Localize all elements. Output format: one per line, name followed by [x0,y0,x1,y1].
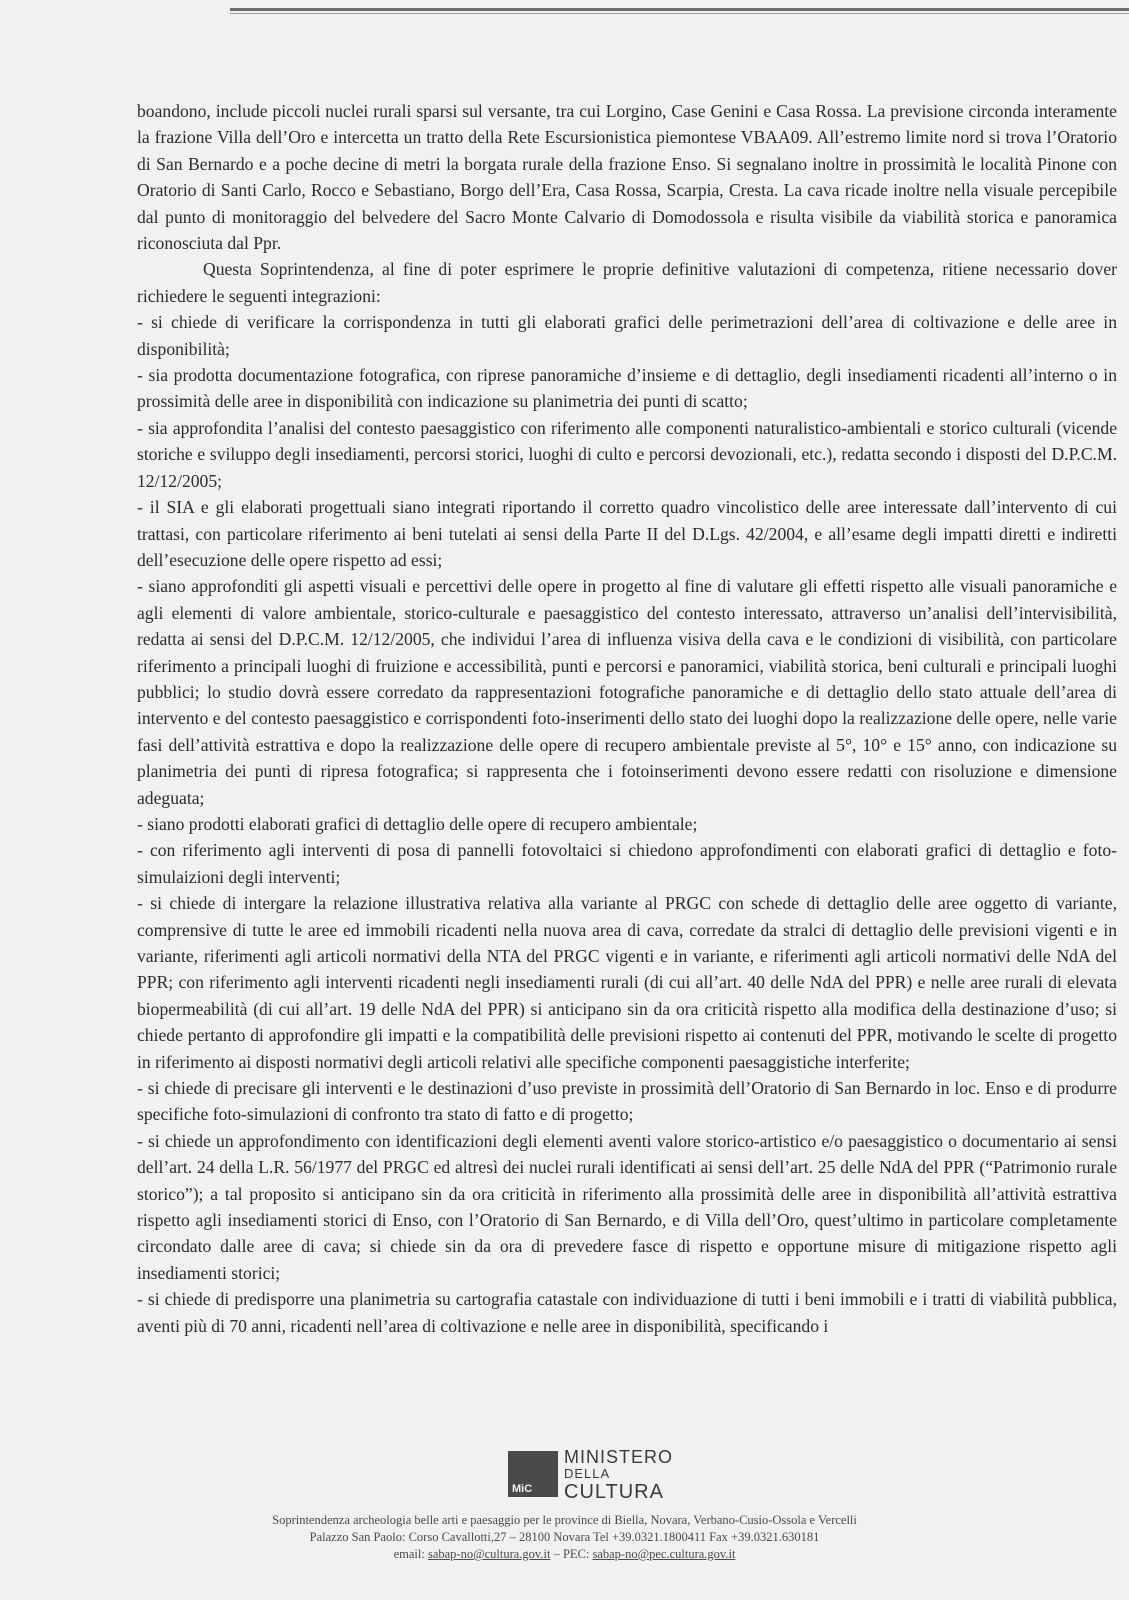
logo-text [564,1447,673,1503]
list-item: - si chiede di intergare la relazione illustrativa relativa alla variante al PRGC con schede di dettaglio delle aree oggetto di variante, comprensive di tutte le aree ed immobili ricadenti nella nuova area di cava, corredate da stralci di dettaglio delle previsioni vigenti e in variante, riferimenti agli articoli normativi della NTA del PRGC vigenti e in variante, e riferimenti agli articoli normativi delle NdA del PPR; con riferimento agli interventi ricadenti negli insediamenti rurali (di cui all’art. 40 delle NdA del PPR) e nelle aree rurali di elevata biopermeabilità (di cui all’art. 19 delle NdA del PPR) si anticipano sin da ora criticità rispetto alla modifica della destinazione d’uso; si chiede pertanto di approfondire gli impatti e la compatibilità delle previsioni rispetto ai contenuti del PPR, motivando le scelte di progetto in riferimento ai disposti normativi degli articoli relativi alle specifiche componenti paesaggistiche interferite; [137,893,1117,1072]
email-label: email: [393,1547,428,1561]
list-item: - si chiede di precisare gli interventi e le destinazioni d’uso previste in prossimità dell’Oratorio di San Bernardo in loc. Enso e di produrre specifiche foto-simulazioni di confronto tra stato di fatto e di progetto; [137,1078,1117,1125]
footer-address [0,1512,1129,1563]
footer-office-address: Palazzo San Paolo: Corso Cavallotti,27 – 28100 Novara Tel +39.0321.1800411 Fax +39.0321.630181 [309,1530,820,1544]
list-item: - si chiede un approfondimento con identificazioni degli elementi aventi valore storico-artistico e/o paesaggistico o documentario ai sensi dell’art. 24 della L.R. 56/1977 del PRGC ed altresì dei nuclei rurali identificati ai sensi dell’art. 25 delle NdA del PPR (“Patrimonio rurale storico”); a tal proposito si anticipano sin da ora criticità in riferimento alla prossimità delle aree in disponibilità all’attività estrattiva rispetto agli insediamenti storici di Enso, con l’Oratorio di San Bernardo, e di Villa dell’Oro, quest’ultimo in particolare completamente circondato dalle aree di cava; si chiede sin da ora di prevedere fasce di rispetto e opportune misure di mitigazione rispetto agli insediamenti storici; [137,1130,1117,1283]
list-item: - sia prodotta documentazione fotografica, con riprese panoramiche d’insieme e di dettaglio, degli insediamenti ricadenti all’interno o in prossimità delle aree in disponibilità con indicazione su planimetria dei punti di scatto; [137,365,1117,412]
logo-line-2: DELLA [564,1466,611,1481]
paragraph: boandono, include piccoli nuclei rurali sparsi sul versante, tra cui Lorgino, Case Genini e Casa Rossa. La previsione circonda interamente la frazione Villa dell’Oro e intercetta un tratto della Rete Escursionistica piemontese VBAA09. All’estremo limite nord si trova l’Oratorio di San Bernardo e a poche decine di metri la borgata rurale della frazione Enso. Si segnalano inoltre in prossimità le località Pinone con Oratorio di Santi Carlo, Rocco e Sebastiano, Borgo dell’Era, Casa Rossa, Scarpia, Cresta. La cava ricade inoltre nella visuale percepibile dal punto di monitoraggio del belvedere del Sacro Monte Calvario di Domodossola e risulta visibile da viabilità storica e panoramica riconosciuta dal Ppr. [137,101,1117,254]
list-item: - sia approfondita l’analisi del contesto paesaggistico con riferimento alle componenti naturalistico-ambientali e storico culturali (vicende storiche e sviluppo degli insediamenti, percorsi storici, luoghi di culto e percorsi devozionali, etc.), redatta secondo i disposti del D.P.C.M. 12/12/2005; [137,417,1117,491]
header-rule-thin [230,13,1129,14]
list-item: - si chiede di verificare la corrispondenza in tutti gli elaborati grafici delle perimetrazioni dell’area di coltivazione e delle aree in disponibilità; [137,312,1117,359]
footer-contacts [0,1546,1129,1563]
header-rule [230,8,1129,11]
paragraph: Questa Soprintendenza, al fine di poter esprimere le proprie definitive valutazioni di competenza, ritiene necessario dover richiedere le seguenti integrazioni: [137,259,1117,306]
list-item: - si chiede di predisporre una planimetria su cartografia catastale con individuazione di tutti i beni immobili e i tratti di viabilità pubblica, aventi più di 70 anni, ricadenti nell’area di coltivazione e nelle aree in disponibilità, specificando i [137,1289,1117,1336]
pec-link[interactable]: sabap-no@pec.cultura.gov.it [592,1547,736,1561]
list-item: - con riferimento agli interventi di posa di pannelli fotovoltaici si chiedono approfondimenti con elaborati grafici di dettaglio e foto-simulaizioni degli interventi; [137,840,1117,887]
ministry-logo [508,1447,674,1503]
email-link[interactable]: sabap-no@cultura.gov.it [427,1547,551,1561]
ministry-emblem-icon [508,1451,558,1497]
footer-office-name: Soprintendenza archeologia belle arti e paesaggio per le province di Biella, Novara, Verbano-Cusio-Ossola e Vercelli [272,1513,857,1527]
logo-line-3: CULTURA [564,1481,664,1503]
list-item: - siano approfonditi gli aspetti visuali e percettivi delle opere in progetto al fine di valutare gli effetti rispetto alle visuali panoramiche e agli elementi di valore ambientale, storico-culturale e paesaggistico del contesto interessato, attraverso un’analisi dell’intervisibilità, redatta ai sensi del D.P.C.M. 12/12/2005, che individui l’area di influenza visiva della cava e le condizioni di visibilità, con particolare riferimento a principali luoghi di fruizione e accessibilità, punti e percorsi e panoramici, viabilità storica, beni culturali e principali luoghi pubblici; lo studio dovrà essere corredato da rappresentazioni fotografiche panoramiche e di dettaglio dello stato attuale dell’area di intervento e del contesto paesaggistico e corrispondenti foto-inserimenti dello stato dei luoghi dopo la realizzazione delle opere, nelle varie fasi dell’attività estrattiva e dopo la realizzazione delle opere di recupero ambientale previste al 5°, 10° e 15° anno, con indicazione su planimetria dei punti di ripresa fotografica; si rappresenta che i fotoinserimenti devono essere redatti con risoluzione e dimensione adeguata; [137,576,1117,808]
list-item: - siano prodotti elaborati grafici di dettaglio delle opere di recupero ambientale; [137,813,698,834]
logo-mark-label: MiC [512,1483,533,1495]
document-body [137,98,1117,1339]
logo-line-1: MINISTERO [564,1447,674,1467]
pec-label: – PEC: [550,1547,593,1561]
list-item: - il SIA e gli elaborati progettuali siano integrati riportando il corretto quadro vincolistico delle aree interessate dall’intervento di cui trattasi, con particolare riferimento ai beni tutelati ai sensi della Parte II del D.Lgs. 42/2004, e all’esame degli impatti diretti e indiretti dell’esecuzione delle opere rispetto ad essi; [137,497,1117,570]
